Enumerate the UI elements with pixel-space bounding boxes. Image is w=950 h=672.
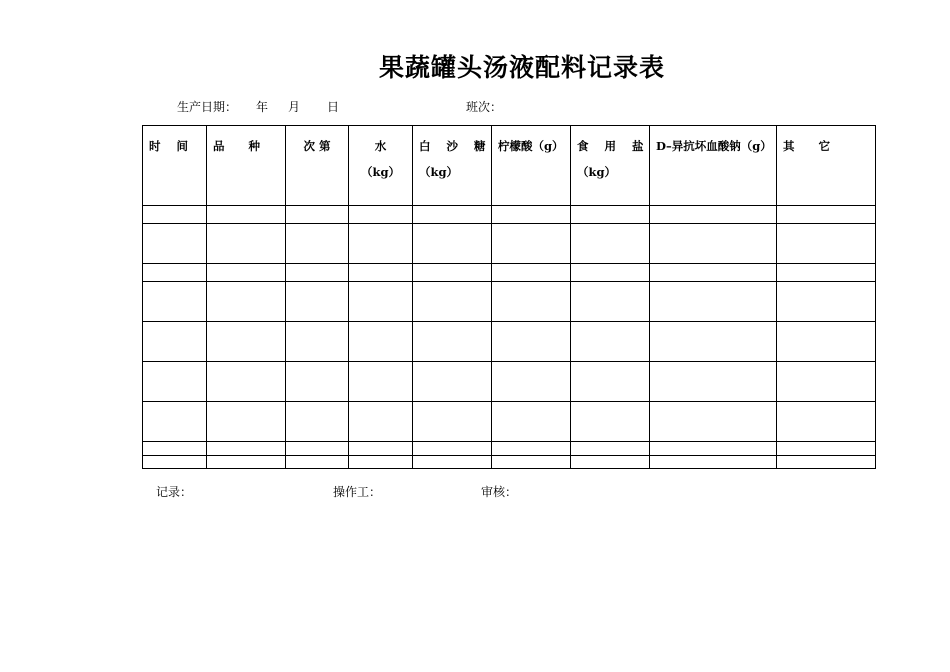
table-cell[interactable]	[143, 362, 207, 402]
table-cell[interactable]	[413, 322, 492, 362]
table-cell[interactable]	[349, 322, 413, 362]
table-cell[interactable]	[143, 282, 207, 322]
table-cell[interactable]	[492, 402, 571, 442]
header-water: 水 （kg）	[349, 126, 413, 206]
table-cell[interactable]	[349, 206, 413, 224]
table-cell[interactable]	[571, 456, 650, 469]
table-cell[interactable]	[207, 282, 286, 322]
table-cell[interactable]	[413, 264, 492, 282]
header-edible-salt: 食 用 盐 （kg）	[571, 126, 650, 206]
table-cell[interactable]	[571, 322, 650, 362]
table-cell[interactable]	[492, 442, 571, 456]
table-cell[interactable]	[777, 362, 876, 402]
table-cell[interactable]	[413, 456, 492, 469]
table-cell[interactable]	[286, 442, 349, 456]
table-cell[interactable]	[777, 402, 876, 442]
table-cell[interactable]	[650, 206, 777, 224]
table-cell[interactable]	[207, 402, 286, 442]
table-cell[interactable]	[349, 442, 413, 456]
table-cell[interactable]	[413, 442, 492, 456]
header-time: 时 间	[143, 126, 207, 206]
table-cell[interactable]	[286, 224, 349, 264]
table-cell[interactable]	[286, 282, 349, 322]
table-cell[interactable]	[207, 362, 286, 402]
table-cell[interactable]	[492, 224, 571, 264]
table-cell[interactable]	[650, 362, 777, 402]
table-cell[interactable]	[349, 362, 413, 402]
header-variety: 品 种	[207, 126, 286, 206]
table-cell[interactable]	[650, 282, 777, 322]
table-cell[interactable]	[143, 224, 207, 264]
table-cell[interactable]	[413, 402, 492, 442]
day-label: 日	[327, 100, 340, 114]
header-other: 其 它	[777, 126, 876, 206]
page-title: 果蔬罐头汤液配料记录表	[378, 53, 665, 82]
table-cell[interactable]	[286, 264, 349, 282]
table-cell[interactable]	[286, 362, 349, 402]
table-row	[143, 362, 876, 402]
table-cell[interactable]	[207, 206, 286, 224]
table-cell[interactable]	[777, 264, 876, 282]
table-cell[interactable]	[207, 322, 286, 362]
table-cell[interactable]	[650, 456, 777, 469]
table-row	[143, 322, 876, 362]
table-row	[143, 224, 876, 264]
table-cell[interactable]	[207, 224, 286, 264]
production-date-label: 生产日期：	[177, 100, 238, 114]
table-cell[interactable]	[492, 206, 571, 224]
header-white-sugar: 白 沙 糖 （kg）	[413, 126, 492, 206]
table-cell[interactable]	[492, 282, 571, 322]
table-row	[143, 442, 876, 456]
table-cell[interactable]	[777, 442, 876, 456]
table-cell[interactable]	[571, 362, 650, 402]
table-cell[interactable]	[143, 402, 207, 442]
table-cell[interactable]	[571, 264, 650, 282]
table-row	[143, 282, 876, 322]
table-cell[interactable]	[571, 442, 650, 456]
ingredient-record-table	[142, 125, 876, 469]
table-cell[interactable]	[650, 322, 777, 362]
shift-label: 班次：	[466, 100, 503, 114]
table-cell[interactable]	[143, 264, 207, 282]
table-cell[interactable]	[286, 322, 349, 362]
table-cell[interactable]	[349, 402, 413, 442]
operator-label: 操作工：	[333, 485, 382, 499]
table-cell[interactable]	[413, 362, 492, 402]
month-label: 月	[288, 100, 301, 114]
table-cell[interactable]	[143, 442, 207, 456]
table-cell[interactable]	[650, 264, 777, 282]
table-cell[interactable]	[143, 456, 207, 469]
table-header-row	[143, 126, 876, 206]
table-cell[interactable]	[413, 206, 492, 224]
table-cell[interactable]	[207, 442, 286, 456]
table-row	[143, 264, 876, 282]
table-cell[interactable]	[777, 206, 876, 224]
header-citric-acid: 柠檬酸（g）	[492, 126, 571, 206]
table-cell[interactable]	[571, 282, 650, 322]
table-row	[143, 206, 876, 224]
year-label: 年	[256, 100, 269, 114]
table-cell[interactable]	[207, 264, 286, 282]
table-cell[interactable]	[349, 264, 413, 282]
table-cell[interactable]	[349, 456, 413, 469]
table-cell[interactable]	[413, 224, 492, 264]
table-cell[interactable]	[143, 206, 207, 224]
table-cell[interactable]	[777, 322, 876, 362]
table-cell[interactable]	[349, 224, 413, 264]
table-cell[interactable]	[650, 402, 777, 442]
table-cell[interactable]	[777, 282, 876, 322]
table-cell[interactable]	[349, 282, 413, 322]
table-cell[interactable]	[492, 456, 571, 469]
table-cell[interactable]	[777, 224, 876, 264]
reviewer-label: 审核：	[481, 485, 518, 499]
table-row	[143, 456, 876, 469]
table-cell[interactable]	[207, 456, 286, 469]
table-cell[interactable]	[571, 206, 650, 224]
table-cell[interactable]	[286, 402, 349, 442]
table-row	[143, 402, 876, 442]
table-cell[interactable]	[650, 442, 777, 456]
table-cell[interactable]	[143, 322, 207, 362]
table-cell[interactable]	[286, 206, 349, 224]
table-cell[interactable]	[492, 322, 571, 362]
table-cell[interactable]	[777, 456, 876, 469]
table-cell[interactable]	[492, 264, 571, 282]
table-cell[interactable]	[413, 282, 492, 322]
table-cell[interactable]	[571, 402, 650, 442]
table-cell[interactable]	[650, 224, 777, 264]
header-batch: 次 第	[286, 126, 349, 206]
table-cell[interactable]	[286, 456, 349, 469]
recorder-label: 记录：	[156, 485, 193, 499]
table-cell[interactable]	[571, 224, 650, 264]
header-sodium-erythorbate: D–异抗坏血酸钠（g）	[650, 126, 777, 206]
table-cell[interactable]	[492, 362, 571, 402]
